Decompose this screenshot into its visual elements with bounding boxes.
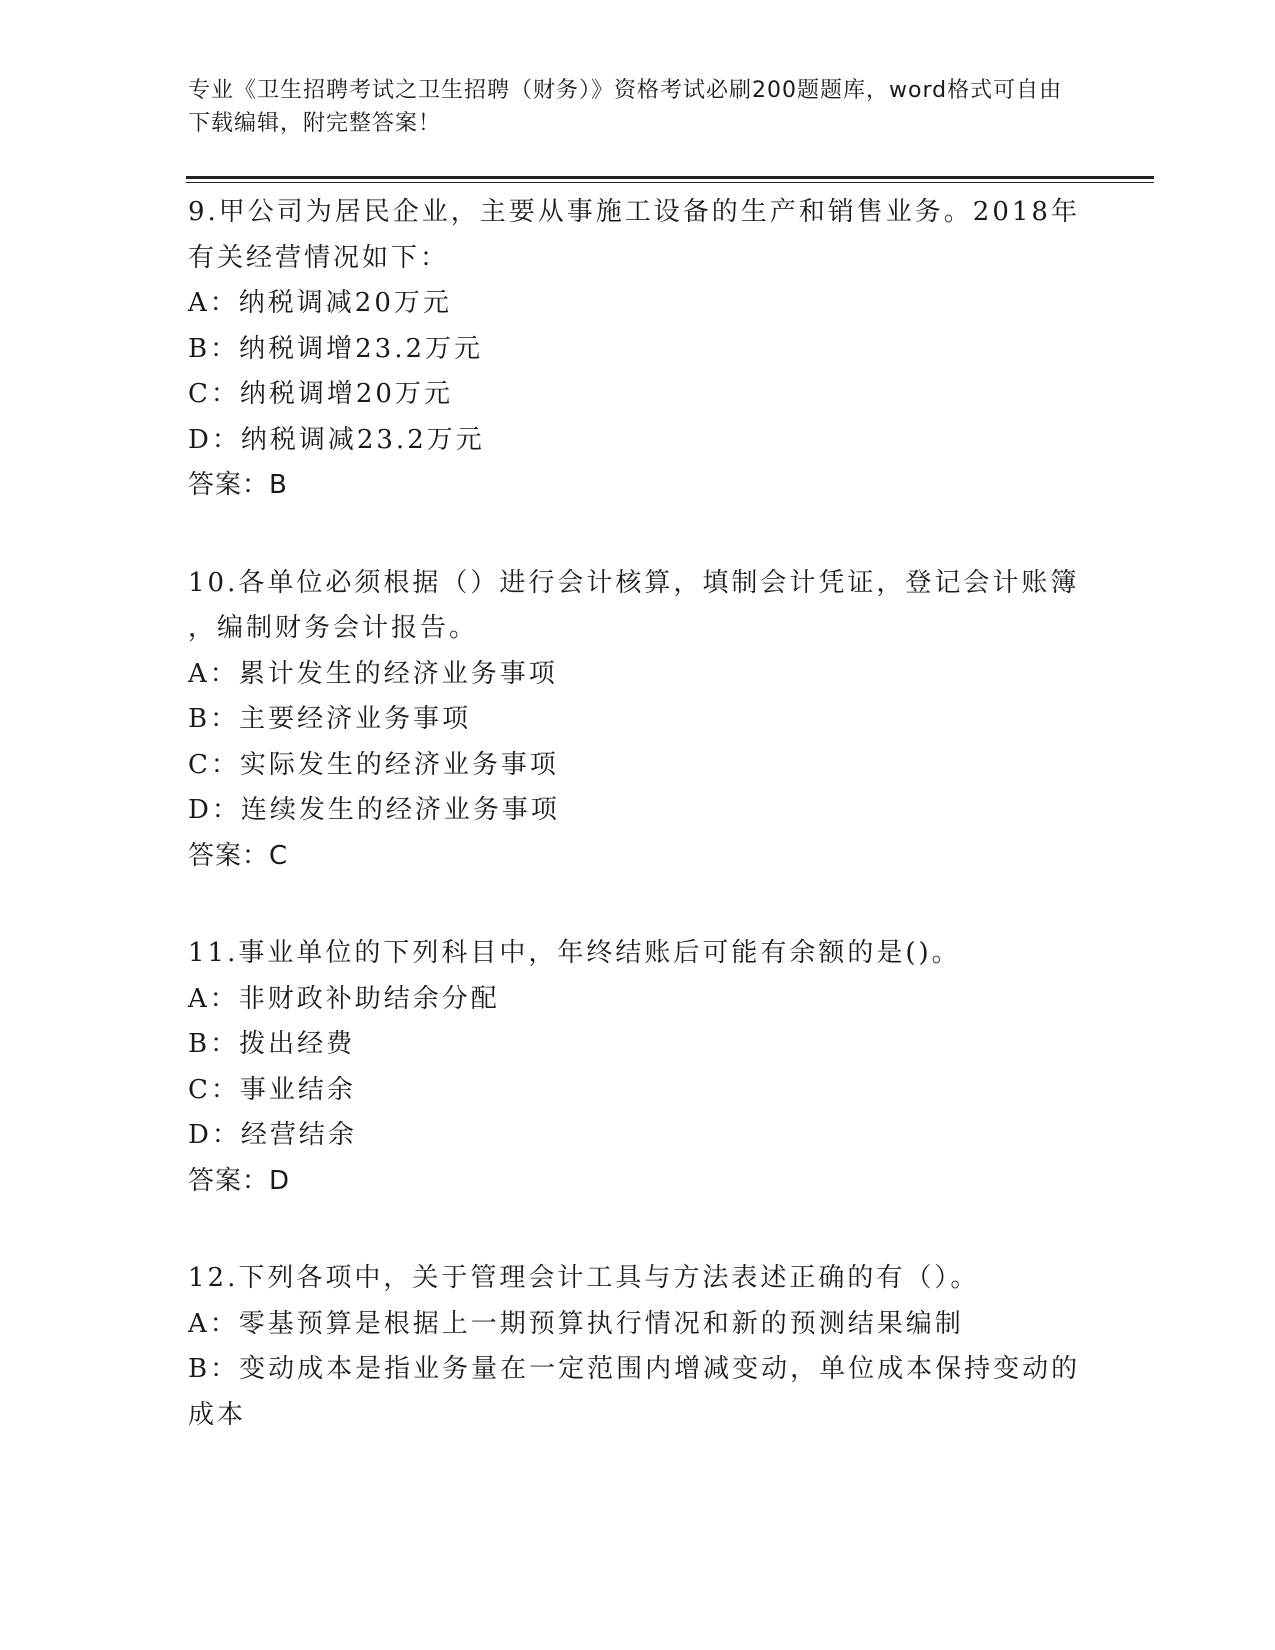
option-a: A：纳税调减20万元	[188, 288, 452, 318]
header-divider	[186, 176, 1154, 179]
question-list	[188, 190, 1088, 1490]
question-stem: 11.事业单位的下列科目中，年终结账后可能有余额的是()。	[188, 938, 961, 968]
question-12	[188, 1256, 1088, 1438]
question-11	[188, 931, 1088, 1204]
option-b: B：主要经济业务事项	[188, 704, 472, 734]
option-c: C：实际发生的经济业务事项	[188, 749, 559, 780]
answer: 答案：B	[188, 470, 288, 500]
option-b: B：拨出经费	[188, 1029, 356, 1059]
option-b: B：纳税调增23.2万元	[188, 333, 483, 364]
answer: 答案：D	[188, 1165, 291, 1196]
option-d: D：连续发生的经济业务事项	[188, 795, 560, 825]
question-stem: ，编制财务会计报告。	[188, 613, 479, 643]
option-c: C：纳税调增20万元	[188, 379, 453, 409]
option-b: B：变动成本是指业务量在一定范围内增减变动，单位成本保持变动的	[188, 1354, 1081, 1384]
question-10	[188, 561, 1088, 880]
question-stem: 9.甲公司为居民企业，主要从事施工设备的生产和销售业务。2018年	[188, 197, 1080, 227]
option-b-continued: 成本	[188, 1399, 247, 1430]
question-stem: 12.下列各项中，关于管理会计工具与方法表述正确的有（）。	[188, 1263, 980, 1293]
option-a: A：零基预算是根据上一期预算执行情况和新的预测结果编制	[188, 1308, 964, 1339]
answer: 答案：C	[188, 840, 289, 871]
question-stem: 有关经营情况如下：	[188, 242, 450, 273]
option-c: C：事业结余	[188, 1074, 356, 1105]
option-d: D：纳税调减23.2万元	[188, 424, 485, 455]
option-a: A：累计发生的经济业务事项	[188, 658, 558, 689]
document-header: 专业《卫生招聘考试之卫生招聘（财务）》资格考试必刷200题题库，word格式可自由下载编辑，附完整答案！	[188, 78, 1063, 136]
option-a: A：非财政补助结余分配	[188, 983, 500, 1014]
option-d: D：经营结余	[188, 1120, 357, 1150]
question-9	[188, 190, 1088, 509]
header-divider-thin	[186, 182, 1154, 183]
question-stem: 10.各单位必须根据（）进行会计核算，填制会计凭证，登记会计账簿	[188, 567, 1080, 598]
